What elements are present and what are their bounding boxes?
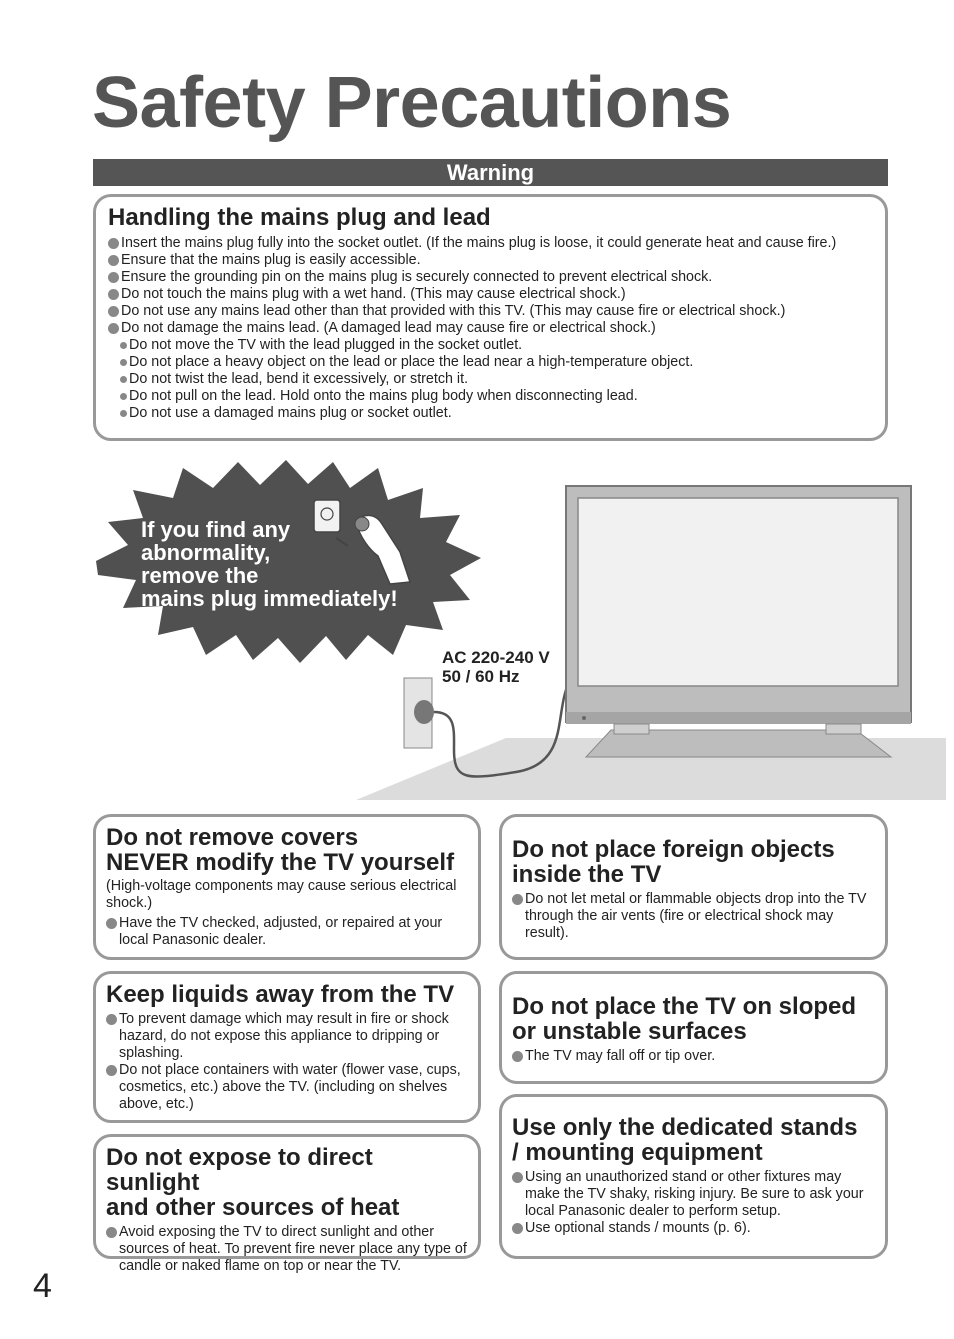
callout-line: If you find any [141,517,291,542]
foreign-list [512,891,875,942]
stands-section [499,1094,888,1259]
list-item: Using an unauthorized stand or other fixtures may make the TV shaky, risking injury. Be sure to ask your local Panasonic dealer to perform setup. [512,1169,875,1220]
tv-screen [578,498,898,686]
heading-line: Do not expose to direct sunlight [106,1144,373,1196]
list-item: Do not place containers with water (flower vase, cups, cosmetics, etc.) above the TV. (including on shelves above, etc.) [106,1062,468,1113]
covers-heading [106,825,468,875]
heading-line: Use only the dedicated stands [512,1114,858,1141]
frequency-label: 50 / 60 Hz [442,667,520,686]
mains-plug-list [108,235,875,422]
covers-list [106,915,468,949]
sub-list-item: Do not move the TV with the lead plugged in the socket outlet. [120,337,875,354]
callout-line: mains plug immediately! [141,586,398,611]
sub-list-item: Do not use a damaged mains plug or socket outlet. [120,405,875,422]
mains-plug-section [93,194,888,441]
sunlight-list [106,1224,468,1275]
sloped-list [512,1048,875,1065]
liquids-section [93,971,481,1123]
heading-line: or unstable surfaces [512,1018,747,1045]
stands-heading [512,1115,875,1165]
foreign-objects-section [499,814,888,960]
list-item: Have the TV checked, adjusted, or repaired at your local Panasonic dealer. [106,915,468,949]
sloped-heading [512,994,875,1044]
list-item: The TV may fall off or tip over. [512,1048,875,1065]
sub-list-item: Do not pull on the lead. Hold onto the mains plug body when disconnecting lead. [120,388,875,405]
heading-line: Do not remove covers [106,824,359,851]
callout-line: remove the [141,563,259,588]
mains-plug-heading: Handling the mains plug and lead [108,204,491,231]
power-spec [442,648,550,686]
list-item: Ensure the grounding pin on the mains plug is securely connected to prevent electrical shock. [108,269,875,286]
list-item: Do not damage the mains lead. (A damaged lead may cause fire or electrical shock.) [108,320,875,337]
heading-line: inside the TV [512,861,662,888]
list-item: Do not let metal or flammable objects drop into the TV through the air vents (fire or electrical shock may result). [512,891,875,942]
liquids-heading: Keep liquids away from the TV [106,981,455,1008]
heading-line: / mounting equipment [512,1139,763,1166]
sunlight-section [93,1134,481,1274]
list-item: To prevent damage which may result in fire or shock hazard, do not expose this appliance to dripping or splashing. [106,1011,468,1062]
heading-line: Do not place foreign objects [512,836,835,863]
list-item: Do not use any mains lead other than that provided with this TV. (This may cause fire or electrical shock.) [108,303,875,320]
heading-line: NEVER modify the TV yourself [106,849,455,876]
sloped-section [499,971,888,1084]
covers-section [93,814,481,960]
sub-list-item: Do not place a heavy object on the lead or place the lead near a high-temperature object. [120,354,875,371]
list-item: Ensure that the mains plug is easily accessible. [108,252,875,269]
covers-note: (High-voltage components may cause serious electrical shock.) [106,878,457,911]
tv-illustration [356,480,946,805]
list-item: Use optional stands / mounts (p. 6). [512,1220,875,1237]
warning-banner: Warning [93,159,888,186]
page-number: 4 [33,1267,52,1305]
foreign-heading [512,837,875,887]
heading-line: Do not place the TV on sloped [512,993,857,1020]
list-item: Do not touch the mains plug with a wet hand. (This may cause electrical shock.) [108,286,875,303]
list-item: Avoid exposing the TV to direct sunlight and other sources of heat. To prevent fire never place any type of candle or naked flame on top or near the TV. [106,1224,468,1275]
heading-line: and other sources of heat [106,1194,400,1221]
page-title: Safety Precautions [92,63,732,143]
stands-list [512,1169,875,1237]
list-item: Insert the mains plug fully into the socket outlet. (If the mains plug is loose, it could generate heat and cause fire.) [108,235,875,252]
callout-line: abnormality, [141,540,271,565]
voltage-label: AC 220-240 V [442,648,550,667]
sunlight-heading [106,1145,468,1220]
liquids-list [106,1011,468,1113]
sub-list-item: Do not twist the lead, bend it excessively, or stretch it. [120,371,875,388]
